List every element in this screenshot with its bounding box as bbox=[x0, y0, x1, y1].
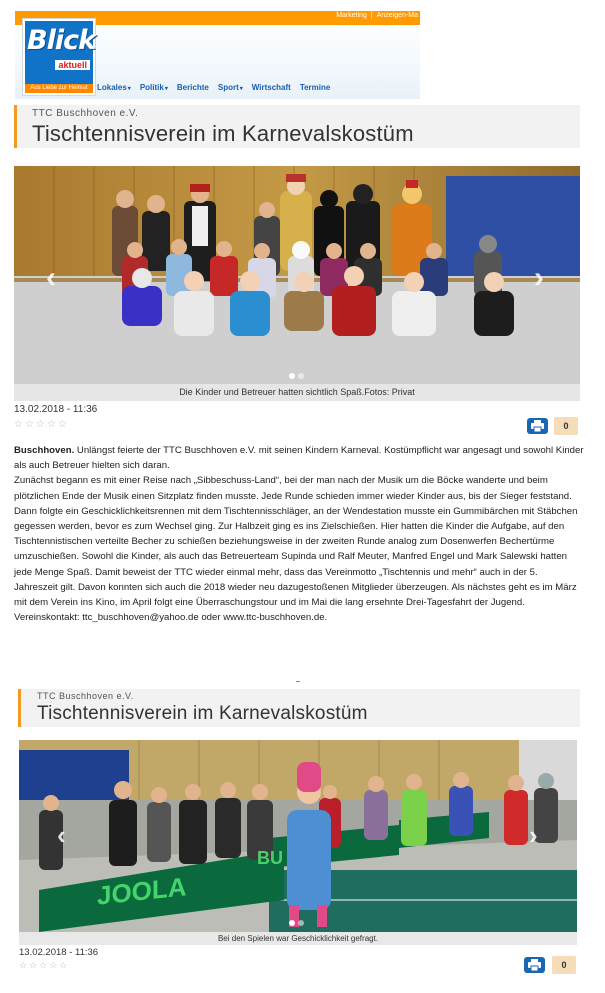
print-button[interactable] bbox=[524, 957, 545, 973]
article-paragraph bbox=[14, 443, 584, 473]
logo-wordmark: Blick bbox=[27, 25, 96, 56]
nav-label: Termine bbox=[299, 83, 331, 92]
nav-item-sport[interactable] bbox=[218, 83, 252, 92]
nav-label: Lokales bbox=[97, 83, 127, 92]
nav-label: Politik bbox=[139, 83, 164, 92]
divider bbox=[296, 681, 300, 682]
nav-item-berichte[interactable] bbox=[177, 83, 218, 92]
article-photo bbox=[19, 740, 577, 932]
slider-dot[interactable] bbox=[289, 920, 295, 926]
chevron-down-icon: ▾ bbox=[239, 86, 243, 92]
rating-stars[interactable]: ☆☆☆☆☆ bbox=[14, 419, 69, 430]
slider-prev-button[interactable]: ‹ bbox=[57, 820, 66, 850]
article-dateline: Buschhoven. bbox=[14, 445, 75, 456]
marketing-link[interactable]: Marketing bbox=[336, 12, 367, 19]
nav-label: Sport bbox=[217, 83, 239, 92]
article-paragraph: Zunächst begann es mit einer Reise nach „Sibbeschuss-Land“, bei der man nach der Musik um die Böcke wanderte und beim plötzlichen Ende der Musik einen Sitzplatz finden musste. Jede Runde schieden immer wieder Kinder aus, bis der Sieger feststand. Dann folgte ein Geschicklichkeitsrennen mit dem Tischtennisschläger, an der Wendestation musste ein Gummibärchen mit Stäbchen gegessen werden, bevor es zum Wechsel ging. Zur Halbzeit ging es ins Zielschießen. Hier hatten die Kinder die Aufgabe, auf den Tischtennistischen verteilte Becher zu schießen beziehungsweise in der zweiten Runde analog zum Dosenwerfen Bechertürme umzuschießen. Sowohl die Kinder, als auch das Betreuerteam Supinda und Ralf Meuter, Manfred Engel und Mark Salewski hatten jede Menge Spaß. Damit beweist der TTC wieder einmal mehr, dass das Vereinmotto „Tischtennis und mehr“ auch in der 5. Jahreszeit gilt. Davon konnten sich auch die 2018 wieder neu dazugestoßenen Mitglieder überzeugen. Als nächstes geht es im März mit dem Verein ins Kino, im April folgt eine Überraschungstour und im Mai die lang ersehnte Drei-Tagesfahrt der Jugend. Vereinskontakt: ttc_buschhoven@yahoo.de oder www.ttc-buschhoven.de. bbox=[14, 475, 578, 624]
banner-text: BU bbox=[257, 848, 283, 868]
article-kicker: TTC Buschhoven e.V. bbox=[37, 691, 134, 701]
slider-dot[interactable] bbox=[298, 373, 304, 379]
table-brand: JOOLA bbox=[97, 871, 187, 911]
article-header bbox=[18, 689, 580, 727]
slider-next-button[interactable]: › bbox=[529, 820, 538, 850]
article-title: Tischtennisverein im Karnevalskostüm bbox=[37, 703, 368, 724]
print-button[interactable] bbox=[527, 418, 548, 434]
slider-dot[interactable] bbox=[298, 920, 304, 926]
article-date: 13.02.2018 - 11:36 bbox=[19, 947, 99, 958]
logo-slogan: Aus Liebe zur Heimat bbox=[25, 84, 93, 93]
chevron-down-icon: ▾ bbox=[164, 86, 168, 92]
printer-icon bbox=[528, 959, 541, 971]
nav-item-politik[interactable] bbox=[140, 83, 177, 92]
nav-label: Berichte bbox=[176, 83, 209, 92]
site-logo[interactable] bbox=[23, 19, 95, 95]
slider-next-button[interactable]: › bbox=[534, 261, 544, 294]
article-body bbox=[14, 443, 584, 625]
comment-count-badge[interactable]: 0 bbox=[552, 956, 576, 974]
logo-sub: aktuell bbox=[55, 60, 90, 70]
site-header bbox=[15, 11, 420, 99]
chevron-down-icon: ▾ bbox=[127, 86, 131, 92]
article-header bbox=[14, 105, 580, 148]
slider-dot[interactable] bbox=[289, 373, 295, 379]
slider-dots bbox=[289, 920, 304, 926]
nav-item-lokales[interactable] bbox=[97, 83, 140, 92]
slider-dots bbox=[289, 373, 304, 379]
article-date: 13.02.2018 - 11:36 bbox=[14, 404, 98, 415]
main-nav bbox=[97, 83, 339, 92]
nav-item-termine[interactable] bbox=[300, 83, 340, 92]
group-photo-image bbox=[14, 166, 580, 384]
rating-stars[interactable]: ☆☆☆☆☆ bbox=[19, 960, 70, 970]
photo-caption: Die Kinder und Betreuer hatten sichtlich Spaß.Fotos: Privat bbox=[14, 384, 580, 401]
slider-prev-button[interactable]: ‹ bbox=[46, 261, 56, 294]
top-links bbox=[334, 12, 420, 19]
article-kicker: TTC Buschhoven e.V. bbox=[32, 108, 139, 119]
article-photo bbox=[14, 166, 580, 384]
printer-icon bbox=[531, 420, 544, 432]
comment-count-badge[interactable]: 0 bbox=[554, 417, 578, 435]
photo-caption: Bei den Spielen war Geschicklichkeit gefragt. bbox=[19, 932, 577, 945]
top-link-divider: | bbox=[370, 12, 373, 19]
nav-item-wirtschaft[interactable] bbox=[252, 83, 300, 92]
article-title: Tischtennisverein im Karnevalskostüm bbox=[32, 121, 414, 146]
article-paragraph-text: Unlängst feierte der TTC Buschhoven e.V. mit seinen Kindern Karneval. Kostümpflicht war angesagt und sowohl Kinder als auch Betreuer hielten sich daran. bbox=[14, 445, 584, 472]
anzeigen-link[interactable]: Anzeigen-Ma bbox=[376, 12, 418, 19]
nav-label: Wirtschaft bbox=[251, 83, 291, 92]
